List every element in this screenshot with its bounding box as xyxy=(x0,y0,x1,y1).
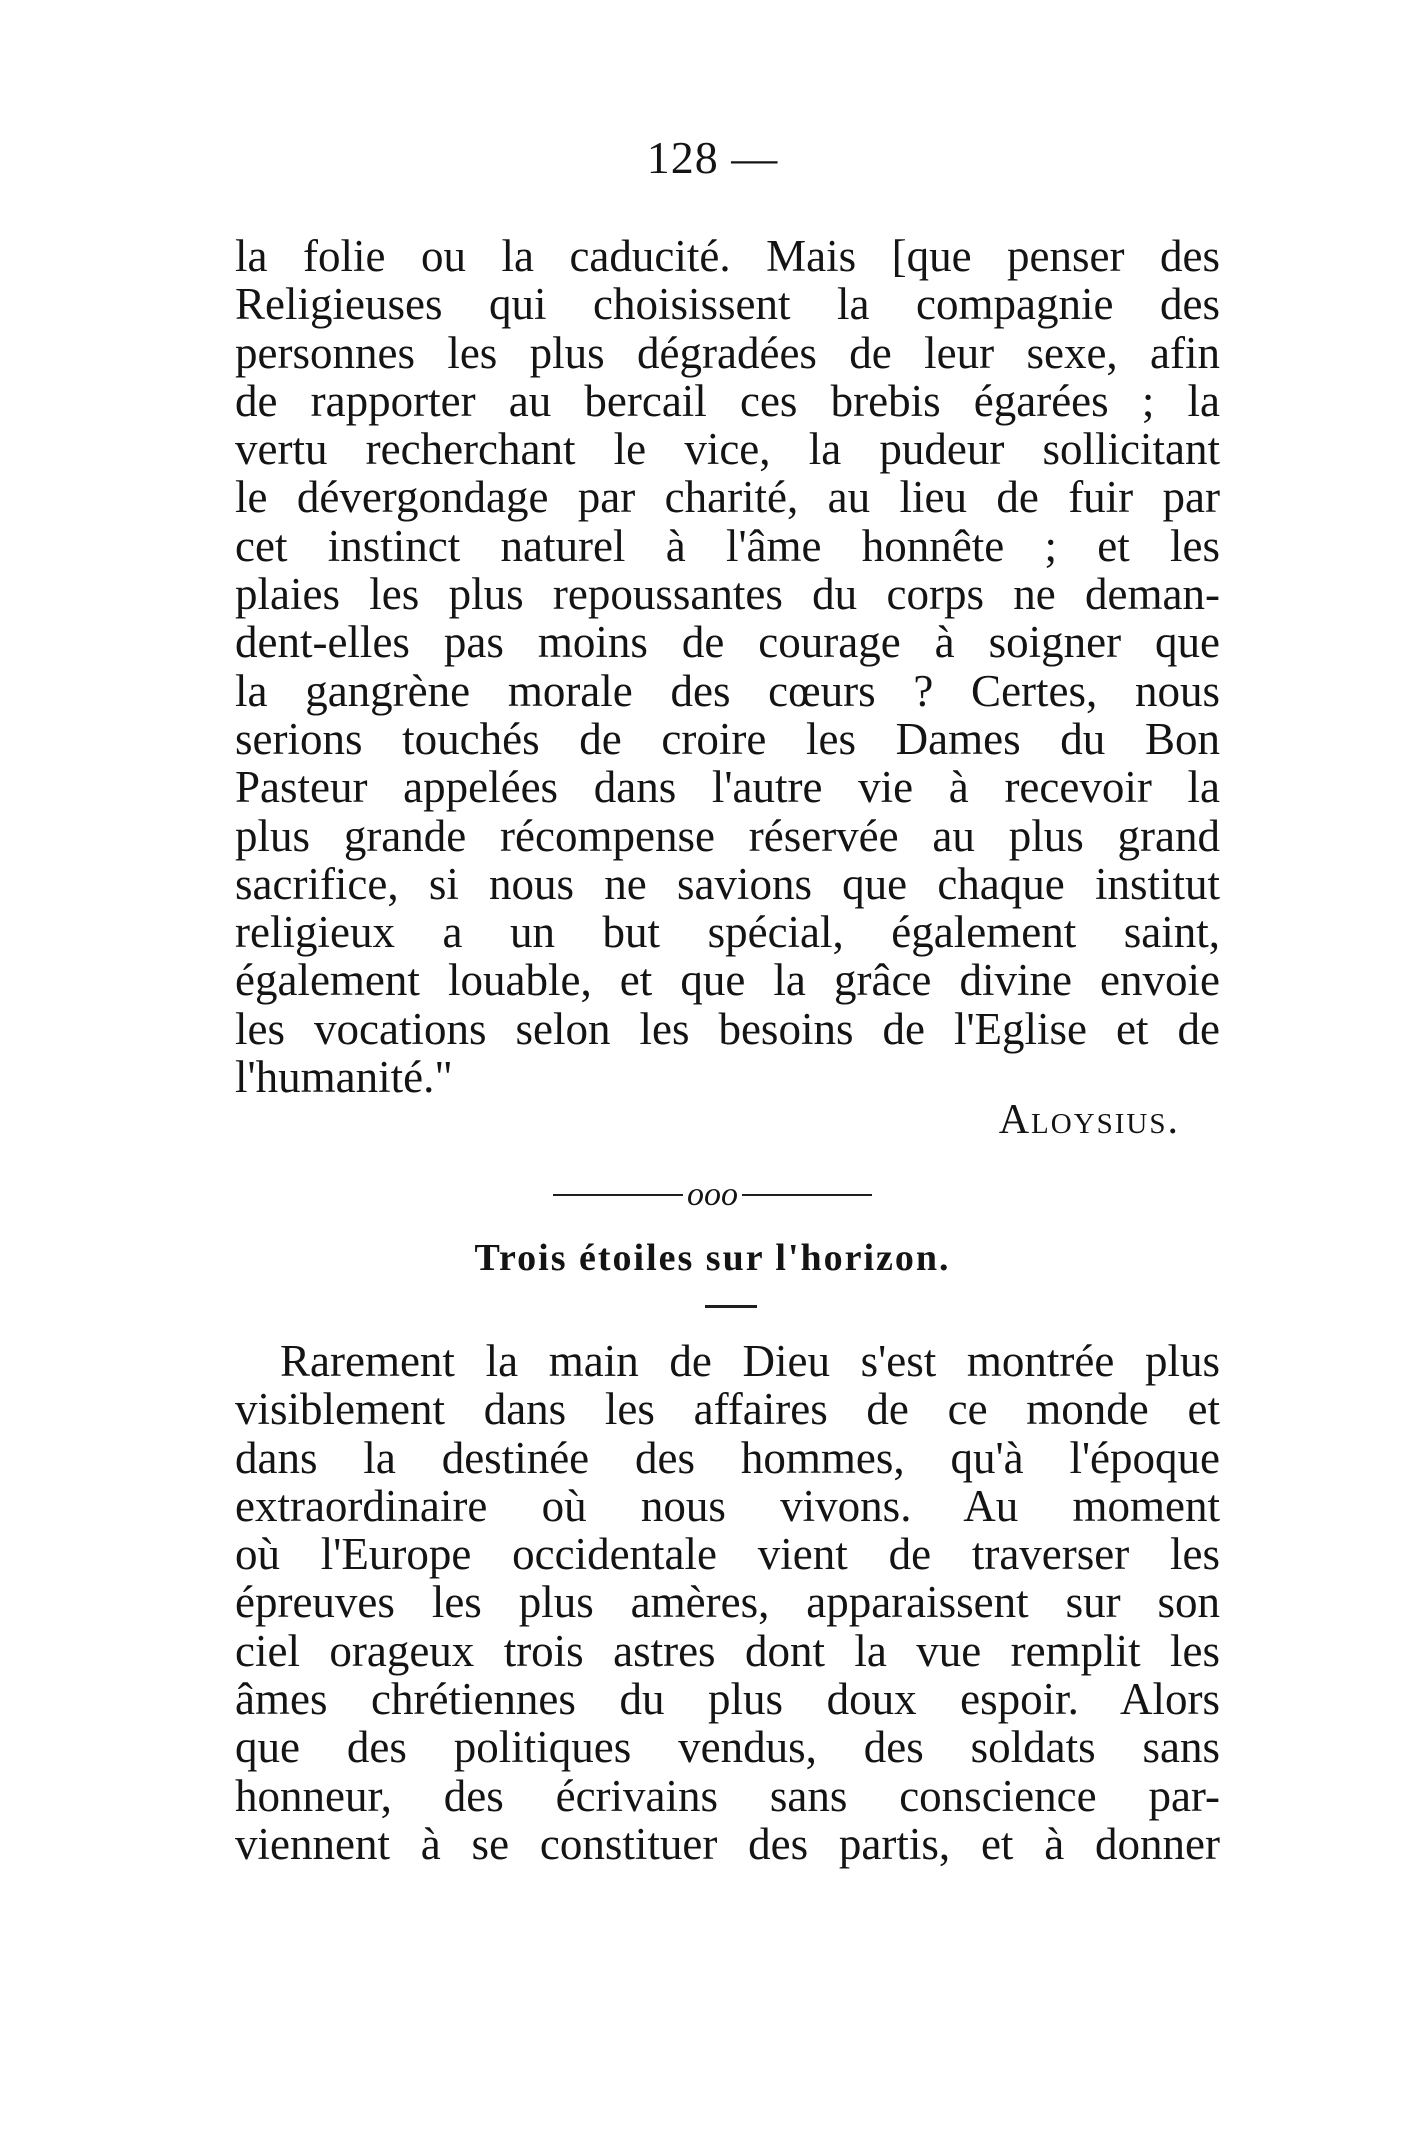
text-line: la folie ou la caducité. Mais [que penser des xyxy=(235,231,1220,281)
text-line: personnes les plus dégradées de leur sexe, afin xyxy=(235,327,1220,378)
text-line: Religieuses qui choisissent la compagnie des xyxy=(235,279,1220,330)
text-line: ciel orageux trois astres dont la vue remplit les xyxy=(235,1625,1220,1676)
paragraph-continuation xyxy=(235,232,1220,1101)
page-number-header: 128 — xyxy=(646,132,779,183)
section-title: Trois étoiles sur l'horizon. xyxy=(474,1237,951,1279)
text-line: les vocations selon les besoins de l'Eglise et de xyxy=(235,1003,1220,1054)
separator-mark: ooo xyxy=(687,1176,738,1213)
text-line: extraordinaire où nous vivons. Au moment xyxy=(235,1480,1220,1531)
text-line: de rapporter au bercail ces brebis égarées ; la xyxy=(235,375,1220,426)
author-signature: Aloysius. xyxy=(998,1097,1180,1143)
text-line: que des politiques vendus, des soldats sans xyxy=(235,1722,1220,1773)
text-line: épreuves les plus amères, apparaissent sur son xyxy=(235,1577,1220,1628)
text-line: où l'Europe occidentale vient de traverser les xyxy=(235,1529,1220,1580)
text-line: religieux a un but spécial, également saint, xyxy=(235,907,1220,958)
text-line: plus grande récompense réservée au plus grand xyxy=(235,810,1220,861)
text-line: l'humanité." xyxy=(235,1052,453,1103)
text-line: cet instinct naturel à l'âme honnête ; et les xyxy=(235,520,1220,571)
text-line: la gangrène morale des cœurs ? Certes, nous xyxy=(235,665,1220,716)
text-line: plaies les plus repoussantes du corps ne deman- xyxy=(235,569,1220,620)
text-line: dans la destinée des hommes, qu'à l'époque xyxy=(235,1432,1220,1483)
separator-rule-right xyxy=(742,1194,872,1196)
text-line: honneur, des écrivains sans conscience par- xyxy=(235,1770,1220,1821)
paragraph-section xyxy=(235,1337,1220,1868)
text-line: visiblement dans les affaires de ce monde et xyxy=(235,1384,1220,1435)
text-line: vertu recherchant le vice, la pudeur sollicitant xyxy=(235,424,1220,475)
text-line: dent-elles pas moins de courage à soigner que xyxy=(235,617,1220,668)
text-line: viennent à se constituer des partis, et à donner xyxy=(235,1818,1220,1869)
text-line: serions touchés de croire les Dames du Bon xyxy=(235,713,1220,764)
text-line: sacrifice, si nous ne savions que chaque institut xyxy=(235,858,1220,909)
text-line: également louable, et que la grâce divine envoie xyxy=(235,955,1220,1006)
text-line: Pasteur appelées dans l'autre vie à recevoir la xyxy=(235,762,1220,813)
text-line: le dévergondage par charité, au lieu de fuir par xyxy=(235,472,1220,523)
text-line: âmes chrétiennes du plus doux espoir. Alors xyxy=(235,1674,1220,1725)
text-line: Rarement la main de Dieu s'est montrée plus xyxy=(280,1336,1220,1386)
title-underline-rule xyxy=(705,1305,757,1308)
separator-rule-left xyxy=(553,1194,683,1196)
section-separator xyxy=(0,1170,1425,1220)
